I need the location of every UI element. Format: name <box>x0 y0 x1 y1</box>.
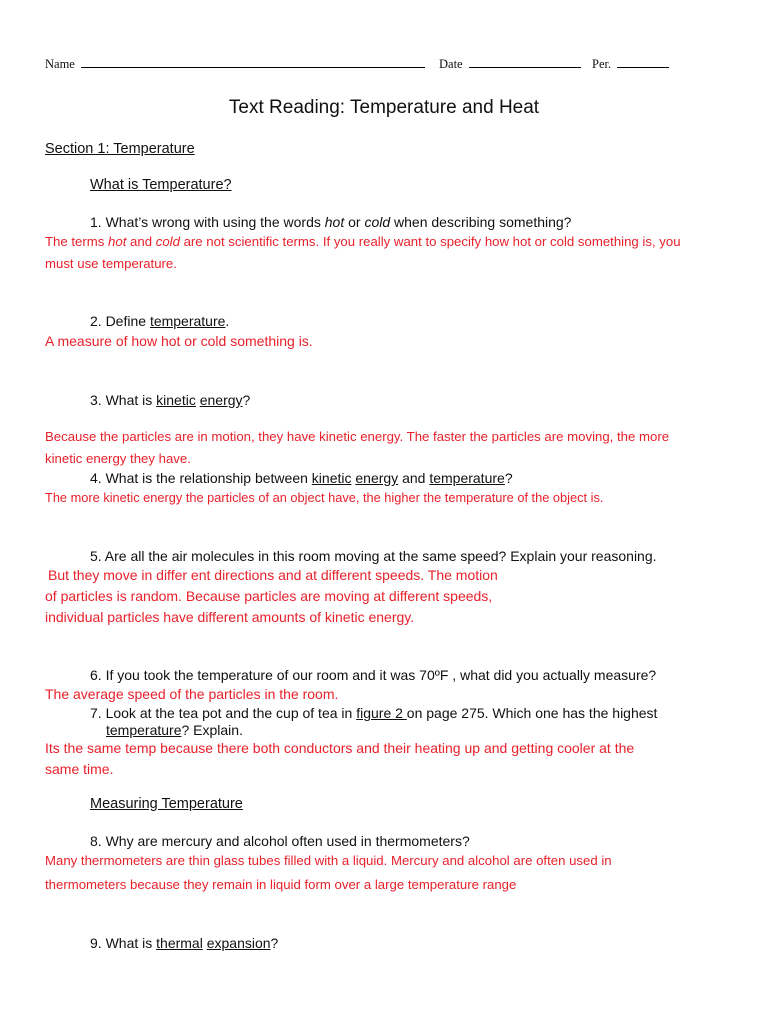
q7-text-post: on page 275. Which one has the highest <box>406 705 658 721</box>
q9-text-post: ? <box>270 935 279 951</box>
q1-word-cold: cold <box>364 214 391 230</box>
question-2 <box>90 313 229 329</box>
answer-7-line-2: same time. <box>45 761 114 777</box>
q4-text-post: ? <box>504 470 513 486</box>
question-9 <box>90 935 278 951</box>
answer-5-line-1: But they move in differ ent directions and at different speeds. The motion <box>48 567 498 583</box>
a1-mid: and <box>126 234 156 249</box>
section-heading: Section 1: Temperature <box>45 141 195 157</box>
q2-text-pre: 2. Define <box>90 313 150 329</box>
question-7-line-1 <box>90 705 657 721</box>
q4-text-mid: and <box>398 470 430 486</box>
q4-term-temperature: temperature <box>429 470 505 486</box>
question-6: 6. If you took the temperature of our room and it was 70ºF , what did you actually measure? <box>90 667 657 683</box>
answer-4: The more kinetic energy the particles of an object have, the higher the temperature of the object is. <box>45 490 604 505</box>
date-blank[interactable] <box>469 55 581 68</box>
name-row <box>45 55 425 72</box>
period-label: Per. <box>592 57 612 71</box>
q4-term-kinetic: kinetic <box>311 470 352 486</box>
q3-term-energy: energy <box>199 392 243 408</box>
period-blank[interactable] <box>617 55 669 68</box>
q1-text-post: when describing something? <box>390 214 572 230</box>
question-8: 8. Why are mercury and alcohol often used in thermometers? <box>90 833 470 849</box>
date-row <box>439 55 581 72</box>
answer-3-line-2: kinetic energy they have. <box>45 451 191 466</box>
subheading-what-is-temperature: What is Temperature? <box>90 177 232 193</box>
a1-post: are not scientific terms. If you really want to specify how hot or cold something is, you <box>179 234 681 249</box>
q9-text-pre: 9. What is <box>90 935 157 951</box>
subheading-measuring-temperature: Measuring Temperature <box>90 796 243 812</box>
answer-7-line-1: Its the same temp because there both conductors and their heating up and getting cooler at the <box>45 740 635 756</box>
question-5: 5. Are all the air molecules in this room moving at the same speed? Explain your reasoning. <box>90 548 657 564</box>
q3-text-pre: 3. What is <box>90 392 157 408</box>
answer-8-line-2: thermometers because they remain in liquid form over a large temperature range <box>45 877 517 892</box>
a1-pre: The terms <box>45 234 109 249</box>
q1-text-mid: or <box>344 214 365 230</box>
answer-5-line-3: individual particles have different amounts of kinetic energy. <box>45 609 415 625</box>
q1-text-pre: 1. What’s wrong with using the words <box>90 214 325 230</box>
q7-text-pre: 7. Look at the tea pot and the cup of tea in <box>90 705 357 721</box>
q4-term-energy: energy <box>355 470 399 486</box>
answer-8-line-1: Many thermometers are thin glass tubes filled with a liquid. Mercury and alcohol are often used in <box>45 853 612 868</box>
period-row <box>592 55 669 72</box>
q2-term: temperature <box>149 313 226 329</box>
a1-word-cold: cold <box>155 234 180 249</box>
q7-text-explain: ? Explain. <box>181 722 243 738</box>
q7-term-temperature: temperature <box>106 722 182 738</box>
q4-text-pre: 4. What is the relationship between <box>90 470 312 486</box>
answer-3-line-1: Because the particles are in motion, they have kinetic energy. The faster the particles are moving, the more <box>45 429 670 444</box>
answer-6: The average speed of the particles in the room. <box>45 686 339 702</box>
name-label: Name <box>45 57 75 71</box>
answer-5-line-2: of particles is random. Because particles are moving at different speeds, <box>45 588 493 604</box>
q9-term-expansion: expansion <box>206 935 271 951</box>
q1-word-hot: hot <box>324 214 345 230</box>
name-blank[interactable] <box>81 55 425 68</box>
answer-1-line-1 <box>45 234 681 249</box>
q3-term-kinetic: kinetic <box>156 392 196 408</box>
q7-figure-ref: figure 2 <box>356 705 407 721</box>
answer-2: A measure of how hot or cold something is. <box>45 333 313 349</box>
q3-text-post: ? <box>242 392 251 408</box>
question-1 <box>90 214 571 230</box>
page-title: Text Reading: Temperature and Heat <box>228 97 540 118</box>
question-7-line-2 <box>106 722 243 738</box>
question-4 <box>90 470 513 486</box>
q2-text-post: . <box>225 313 230 329</box>
q9-term-thermal: thermal <box>156 935 203 951</box>
answer-1-line-2: must use temperature. <box>45 256 177 271</box>
question-3 <box>90 392 250 408</box>
a1-word-hot: hot <box>108 234 127 249</box>
date-label: Date <box>439 57 463 71</box>
